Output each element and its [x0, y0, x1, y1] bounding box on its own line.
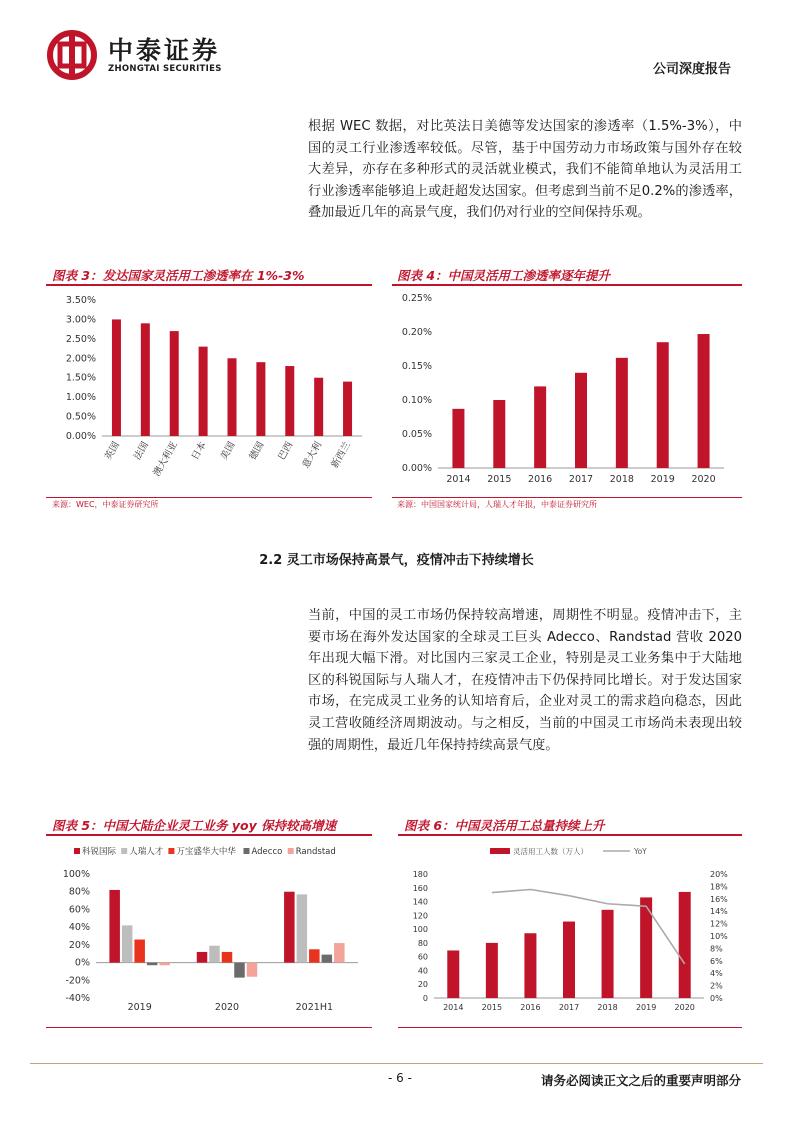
bar [147, 963, 158, 966]
y-tick-label-left: 160 [412, 883, 428, 893]
y-tick-label-left: 140 [412, 897, 428, 907]
footer-disclaimer: 请务必阅读正文之后的重要声明部分 [540, 1073, 741, 1088]
bar [314, 378, 323, 436]
figure-5-chart [46, 838, 372, 1026]
company-name-cn: 中泰证券 [108, 36, 221, 65]
x-tick-label: 2017 [568, 474, 594, 485]
x-tick-label: 2015 [481, 1003, 503, 1012]
x-tick-label: 2018 [609, 474, 634, 485]
legend-label: 灵活用工人数（万人） [513, 847, 588, 856]
y-tick-label: 0.00% [65, 431, 96, 442]
company-name-en: ZHONGTAI SECURITIES [108, 64, 222, 74]
figure-6-bottom-rule [398, 1027, 742, 1028]
y-tick-label: 2.50% [65, 333, 96, 345]
bar [698, 334, 710, 468]
bar [234, 963, 245, 978]
legend-swatch [168, 848, 174, 854]
y-tick-label-right: 18% [710, 882, 728, 892]
figure-4-chart [392, 288, 742, 494]
x-tick-label: 2019 [650, 474, 675, 485]
y-tick-label: 1.00% [65, 392, 96, 404]
y-tick-label: -40% [65, 993, 90, 1004]
legend-swatch [244, 848, 250, 854]
y-tick-label-left: 120 [412, 911, 428, 921]
y-tick-label-left: 0 [422, 994, 428, 1003]
y-tick-label-right: 6% [710, 956, 723, 966]
y-tick-label-left: 20 [417, 980, 428, 990]
y-tick-label: -20% [65, 975, 90, 987]
y-tick-label: 0.50% [65, 411, 96, 423]
y-tick-label: 0.10% [401, 395, 432, 406]
x-tick-label: 2014 [446, 474, 471, 485]
y-tick-label: 2.00% [65, 353, 96, 365]
legend-swatch [490, 848, 510, 854]
bar [159, 963, 170, 966]
x-tick-label: 2018 [597, 1003, 618, 1012]
legend-label: Randstad [295, 847, 336, 857]
footer-rule [30, 1063, 763, 1064]
x-tick-label: 2020 [691, 474, 716, 485]
bar [199, 347, 208, 436]
bar [616, 358, 628, 468]
figure-4-bottom-rule [392, 497, 742, 498]
figure-6-chart [398, 838, 742, 1026]
legend-label: 万宝盛华大中华 [176, 847, 236, 857]
figure-6-title: 图表 6：中国灵活用工总量持续上升 [404, 818, 605, 833]
y-tick-label-right: 2% [710, 981, 723, 991]
y-tick-label-left: 60 [417, 952, 428, 962]
bar [197, 952, 208, 963]
bar [209, 946, 220, 963]
x-tick-label: 2014 [443, 1003, 464, 1012]
x-tick-label: 2015 [487, 474, 512, 485]
report-type: 公司深度报告 [652, 62, 731, 77]
y-tick-label-right: 10% [710, 932, 728, 941]
bar [534, 386, 546, 468]
legend-swatch [74, 848, 80, 854]
y-tick-label-right: 14% [710, 907, 728, 917]
x-tick-label: 英国 [103, 440, 123, 462]
y-tick-label: 3.00% [65, 314, 96, 326]
figure-5-top-rule [46, 834, 372, 836]
figure-6-top-rule [398, 834, 742, 836]
figure-3-title: 图表 3：发达国家灵活用工渗透率在 1%-3% [52, 268, 305, 283]
figure-4-title: 图表 4：中国灵活用工渗透率逐年提升 [397, 268, 611, 283]
figure-3-bottom-rule [46, 497, 372, 498]
y-tick-label-right: 0% [710, 994, 723, 1003]
legend-label: YoY [634, 847, 647, 856]
figure-5-bottom-rule [46, 1027, 372, 1028]
y-tick-label: 0.25% [401, 293, 432, 304]
y-tick-label-left: 180 [412, 870, 428, 879]
y-tick-label: 0.05% [401, 429, 432, 440]
bar [134, 940, 145, 963]
bar [122, 925, 132, 962]
x-tick-label: 新西兰 [329, 440, 354, 471]
y-tick-label: 0.00% [401, 463, 432, 474]
bar [493, 400, 505, 468]
bar [447, 950, 459, 998]
bar [170, 331, 179, 436]
y-tick-label-right: 12% [710, 919, 728, 929]
legend-swatch [121, 848, 127, 854]
x-tick-label: 2019 [635, 1003, 657, 1012]
y-tick-label: 80% [68, 886, 90, 898]
y-tick-label-left: 100 [412, 925, 428, 935]
logo-emblem-icon [46, 30, 98, 80]
bar [247, 963, 258, 977]
body-paragraph-2: 当前，中国的灵工市场仍保持较高增速，周期性不明显。疫情冲击下，主要市场在海外发达国家的全球灵工巨头 Adecco、Randstad 营收 2020 年出现大幅下滑。对比国内三家灵工企业，特别是灵工业务集中于大陆地区的科锐国际与人瑞人才，在疫情冲击下仍保持同比增长。对于发达国家市场，在完成灵工业务的认知培育后，企业对灵工的需求趋向稳态，因此灵工营收随经济周期波动。与之相反，当前的中国灵工市场尚未表现出较强的周期性，最近几年保持持续高景气度。 [308, 608, 742, 753]
y-tick-label-right: 20% [710, 870, 728, 879]
y-tick-label: 0.20% [401, 327, 432, 338]
x-tick-label: 2016 [528, 474, 553, 485]
bar [563, 922, 575, 998]
bar [256, 362, 265, 436]
y-tick-label: 0% [74, 957, 90, 969]
bar [309, 949, 320, 962]
x-tick-label: 2020 [674, 1003, 695, 1012]
y-tick-label-right: 4% [710, 969, 723, 979]
x-tick-label: 2016 [520, 1003, 541, 1012]
bar [297, 894, 308, 962]
x-tick-label: 澳大利亚 [151, 440, 180, 479]
figure-4-top-rule [392, 284, 742, 286]
bar [109, 890, 120, 963]
y-tick-label: 40% [68, 922, 90, 934]
figure-4-source: 来源：中国国家统计局，人瑞人才年报，中泰证券研究所 [397, 500, 597, 509]
figure-3-top-rule [46, 284, 372, 286]
figure-5-title: 图表 5：中国大陆企业灵工业务 yoy 保持较高增速 [52, 818, 337, 833]
bar [112, 319, 121, 436]
x-tick-label: 美国 [218, 440, 238, 462]
bar [486, 943, 498, 998]
bar [334, 943, 345, 962]
x-tick-label: 德国 [247, 440, 267, 462]
y-tick-label-right: 16% [710, 894, 728, 904]
bar [322, 955, 333, 963]
y-tick-label: 20% [68, 939, 90, 951]
yoy-line [492, 890, 685, 964]
y-tick-label: 100% [62, 869, 90, 880]
body-paragraph-1: 根据 WEC 数据，对比英法日美德等发达国家的渗透率（1.5%-3%），中国的灵工行业渗透率较低。尽管，基于中国劳动力市场政策与国外存在较大差异，亦存在多种形式的灵活就业模式，我们不能简单地认为灵活用工行业渗透率能够追上或赶超发达国家。但考虑到当前不足0.2%的渗透率，叠加最近几年的高景气度，我们仍对行业的空间保持乐观。 [308, 119, 742, 221]
legend-swatch [288, 848, 294, 854]
y-tick-label-right: 8% [710, 944, 723, 954]
y-tick-label: 60% [68, 904, 90, 916]
bar [284, 892, 295, 963]
bar [285, 366, 294, 436]
y-tick-label-left: 80 [417, 938, 428, 948]
figure-3-chart [46, 288, 372, 494]
x-tick-label: 2017 [558, 1003, 580, 1012]
x-tick-label: 2020 [214, 1002, 240, 1013]
section-heading: 2.2 灵工市场保持高景气，疫情冲击下持续增长 [259, 553, 534, 568]
x-tick-label: 意大利 [300, 440, 325, 471]
legend-label: 人瑞人才 [129, 847, 164, 857]
bar [141, 323, 150, 436]
y-tick-label-left: 40 [417, 966, 428, 976]
x-tick-label: 日本 [189, 440, 209, 462]
bar [343, 382, 352, 436]
bar [452, 409, 464, 468]
bar [602, 910, 614, 998]
y-tick-label: 3.50% [65, 295, 96, 306]
figure-3-source: 来源：WEC，中泰证券研究所 [52, 500, 159, 509]
bar [657, 342, 669, 468]
y-tick-label: 1.50% [65, 372, 96, 384]
legend-label: 科锐国际 [82, 847, 117, 857]
x-tick-label: 2021H1 [295, 1002, 334, 1013]
legend-label: Adecco [251, 847, 283, 857]
bar [524, 933, 536, 998]
bar [222, 952, 233, 963]
bar [228, 358, 237, 436]
x-tick-label: 法国 [131, 440, 151, 462]
x-tick-label: 巴西 [276, 440, 296, 462]
bar [679, 892, 691, 998]
y-tick-label: 0.15% [401, 361, 432, 372]
page-number: - 6 - [388, 1071, 412, 1085]
x-tick-label: 2019 [127, 1002, 152, 1013]
bar [575, 373, 587, 468]
